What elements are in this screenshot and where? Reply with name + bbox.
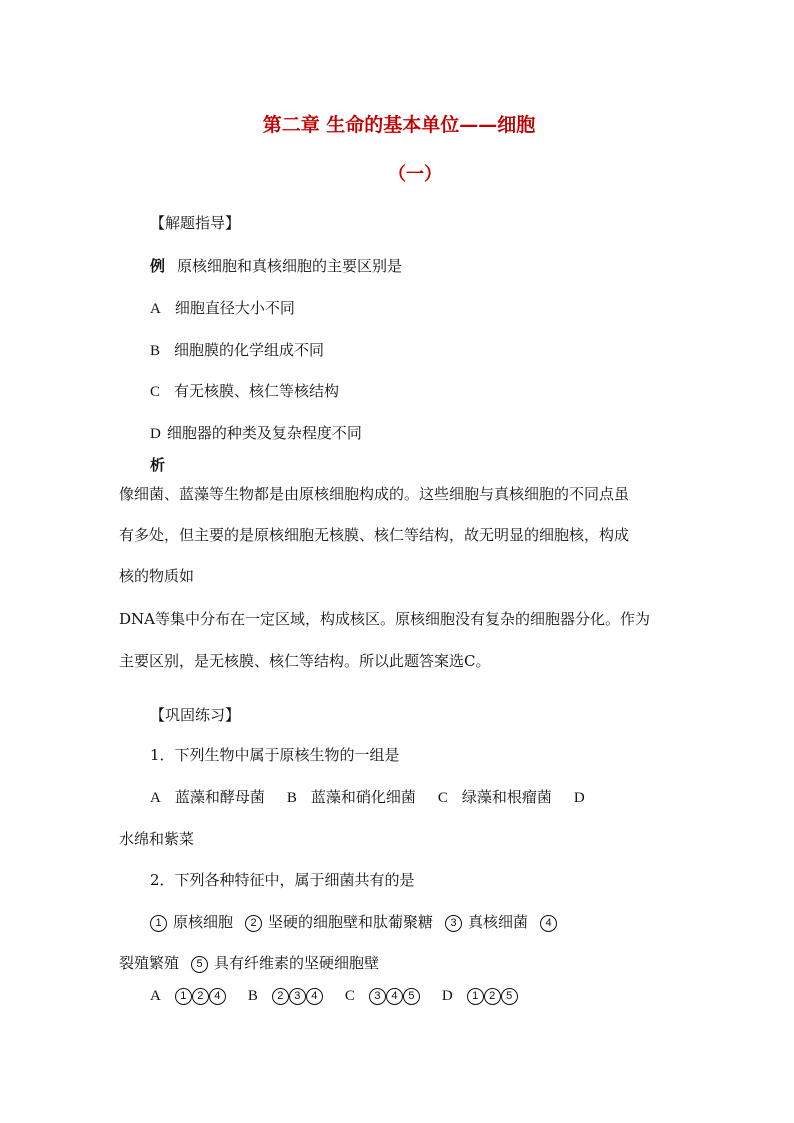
q2-choices [150, 985, 518, 1006]
analysis-line-5: 主要区别，是无核膜、核仁等结构。所以此题答案选C。 [119, 652, 491, 670]
example-question-text: 原核细胞和真核细胞的主要区别是 [177, 257, 403, 275]
chapter-title: 第二章 生命的基本单位——细胞 [262, 114, 536, 136]
circled-number: 4 [540, 915, 557, 932]
option-letter: C [150, 384, 161, 400]
q1-options [150, 787, 599, 808]
circled-number: 3 [445, 915, 462, 932]
circled-number: 5 [191, 956, 208, 973]
example-option-b [150, 340, 324, 361]
example-option-c [150, 381, 339, 402]
circled-number: 2 [484, 988, 501, 1005]
q2-items-line-2 [119, 953, 379, 973]
q2-item-text: 真核细菌 [468, 913, 529, 931]
q2-item-text: 裂殖繁殖 [119, 954, 180, 972]
guide-heading: 【解题指导】 [150, 214, 241, 232]
analysis-label: 析 [150, 456, 166, 474]
q1-stem: 1．下列生物中属于原核生物的一组是 [150, 746, 400, 764]
analysis-line-1: 像细菌、蓝藻等生物都是由原核细胞构成的。这些细胞与真核细胞的不同点虽 [119, 485, 630, 503]
circled-number: 4 [306, 988, 323, 1005]
option-letter: D [573, 790, 585, 806]
option-text: 细胞器的种类及复杂程度不同 [166, 424, 362, 442]
q1-option-d: 水绵和紫菜 [119, 830, 195, 848]
q1-option-a: 蓝藻和酵母菌 [174, 788, 265, 806]
option-letter: B [247, 988, 258, 1004]
q1-option-b: 蓝藻和硝化细菌 [310, 788, 416, 806]
circled-number: 3 [369, 988, 386, 1005]
option-letter: C [344, 988, 355, 1004]
circled-number: 1 [175, 988, 192, 1005]
q2-stem: 2．下列各种特征中，属于细菌共有的是 [150, 871, 415, 889]
option-letter: D [150, 426, 161, 442]
chapter-subtitle: （一） [388, 164, 442, 185]
option-letter: B [150, 343, 161, 359]
option-letter: B [286, 790, 297, 806]
circled-number: 3 [289, 988, 306, 1005]
example-label: 例 [150, 257, 166, 275]
practice-heading: 【巩固练习】 [150, 706, 241, 724]
circled-number: 5 [501, 988, 518, 1005]
circled-number: 2 [192, 988, 209, 1005]
option-letter: A [150, 988, 161, 1004]
analysis-line-3: 核的物质如 [119, 567, 195, 585]
circled-number: 1 [150, 915, 167, 932]
example-option-a [150, 298, 295, 319]
q2-item-text: 原核细胞 [173, 913, 234, 931]
circled-number: 4 [386, 988, 403, 1005]
circled-number: 4 [209, 988, 226, 1005]
q1-option-c: 绿藻和根瘤菌 [461, 788, 552, 806]
q2-items-line-1 [150, 912, 563, 932]
option-letter: C [437, 790, 448, 806]
analysis-line-4: DNA等集中分布在一定区域，构成核区。原核细胞没有复杂的细胞器分化。作为 [119, 610, 650, 628]
circled-number: 2 [245, 915, 262, 932]
circled-number: 5 [403, 988, 420, 1005]
option-text: 细胞直径大小不同 [174, 299, 295, 317]
q2-item-text: 具有纤维素的坚硬细胞壁 [214, 954, 380, 972]
option-text: 细胞膜的化学组成不同 [174, 341, 325, 359]
option-letter: A [150, 790, 161, 806]
q2-item-text: 坚硬的细胞壁和肽葡聚糖 [268, 913, 434, 931]
circled-number: 2 [272, 988, 289, 1005]
option-letter: D [441, 988, 453, 1004]
analysis-line-2: 有多处，但主要的是原核细胞无核膜、核仁等结构，故无明显的细胞核，构成 [119, 526, 630, 544]
option-letter: A [150, 301, 161, 317]
circled-number: 1 [467, 988, 484, 1005]
example-question [150, 256, 402, 276]
example-option-d [150, 423, 362, 444]
option-text: 有无核膜、核仁等核结构 [174, 382, 340, 400]
